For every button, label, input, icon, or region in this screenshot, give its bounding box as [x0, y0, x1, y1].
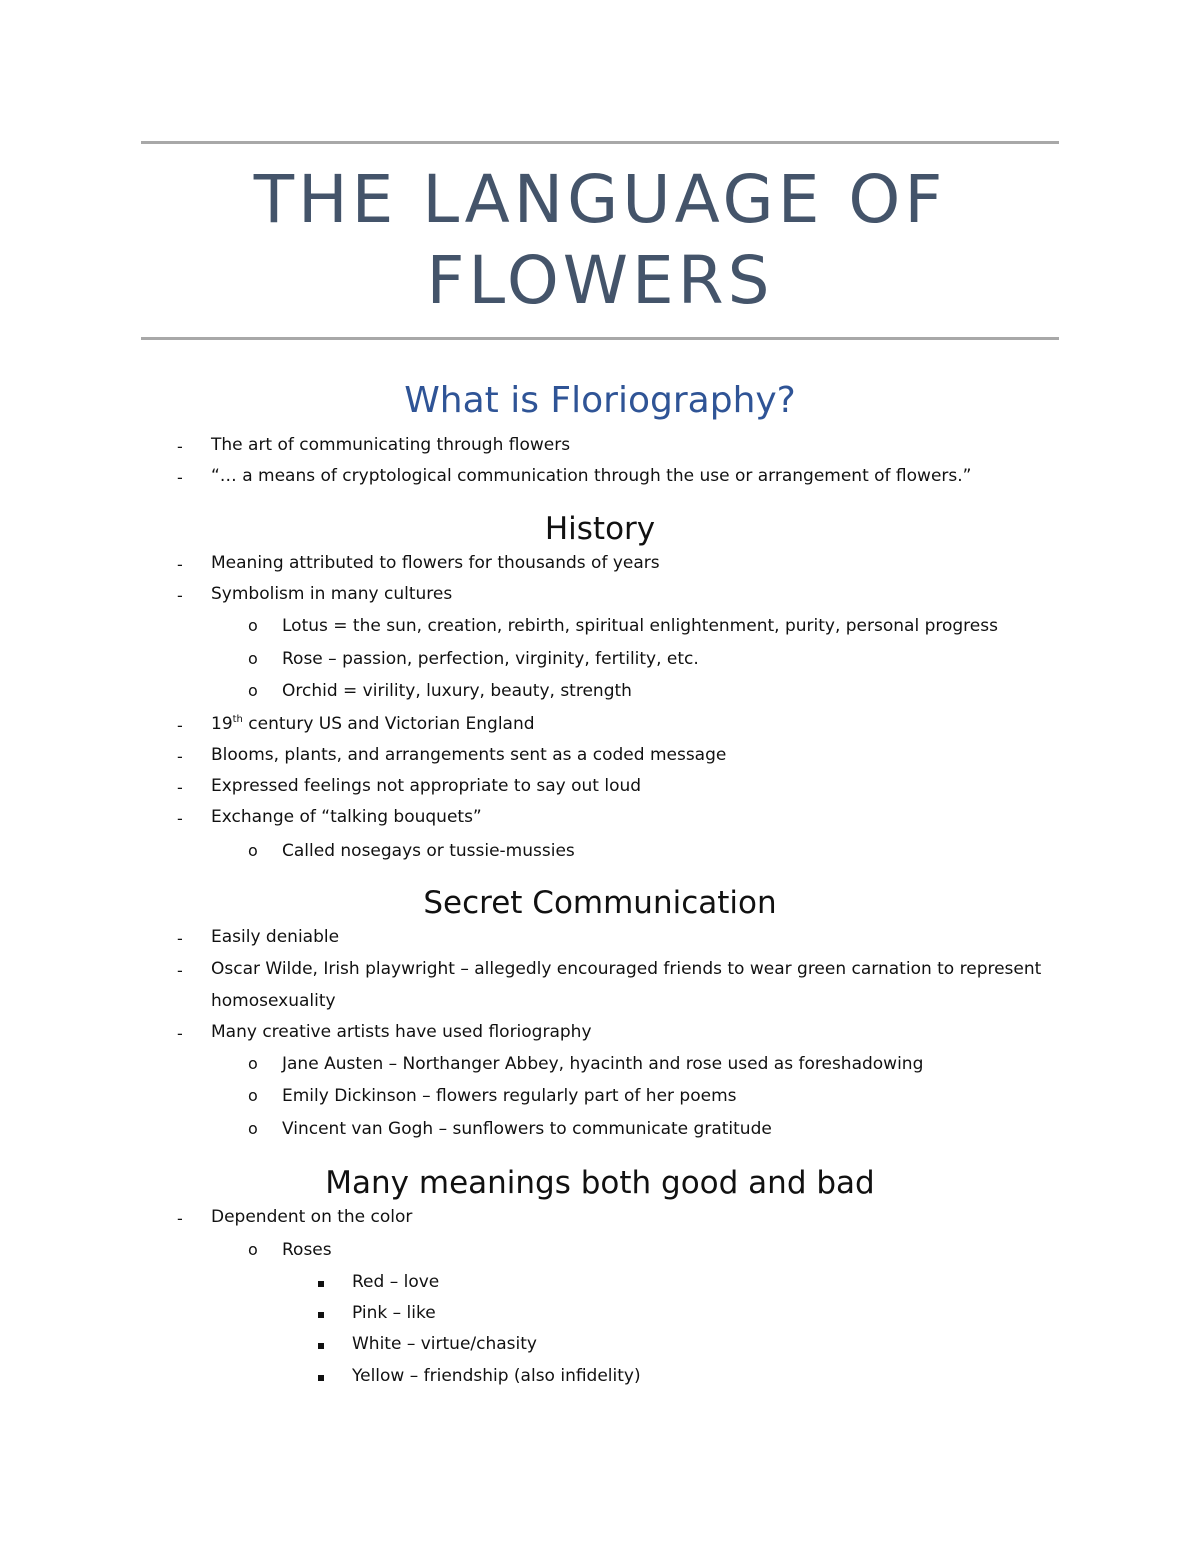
- list-item-continuation: homosexuality: [211, 991, 336, 1011]
- dash-bullet: -: [177, 809, 183, 828]
- square-bullet-icon: [318, 1343, 324, 1349]
- dash-bullet: -: [177, 1024, 183, 1043]
- sub-list-item: Called nosegays or tussie-mussies: [282, 841, 575, 861]
- heading-many-meanings: Many meanings both good and bad: [325, 1165, 875, 1201]
- circle-bullet: o: [248, 841, 258, 860]
- title-bottom-rule: [141, 337, 1059, 340]
- sub-sub-list-item: Red – love: [352, 1272, 440, 1292]
- century-number: 19: [211, 714, 233, 734]
- dash-bullet: -: [177, 929, 183, 948]
- list-item: Meaning attributed to flowers for thousands of years: [211, 553, 660, 573]
- dash-bullet: -: [177, 778, 183, 797]
- list-item: Symbolism in many cultures: [211, 584, 453, 604]
- dash-bullet: -: [177, 1209, 183, 1228]
- circle-bullet: o: [248, 1240, 258, 1259]
- square-bullet-icon: [318, 1312, 324, 1318]
- circle-bullet: o: [248, 1054, 258, 1073]
- sub-list-item: Lotus = the sun, creation, rebirth, spiritual enlightenment, purity, personal progress: [282, 616, 998, 636]
- list-item: Dependent on the color: [211, 1207, 413, 1227]
- square-bullet-icon: [318, 1281, 324, 1287]
- sub-list-item: Orchid = virility, luxury, beauty, strength: [282, 681, 632, 701]
- list-item: The art of communicating through flowers: [211, 435, 571, 455]
- list-item: Oscar Wilde, Irish playwright – allegedly encouraged friends to wear green carnation to represent: [211, 959, 1042, 979]
- sub-list-item: Jane Austen – Northanger Abbey, hyacinth and rose used as foreshadowing: [282, 1054, 924, 1074]
- document-title-line-2: FLOWERS: [426, 242, 774, 319]
- dash-bullet: -: [177, 437, 183, 456]
- sub-sub-list-item: Pink – like: [352, 1303, 436, 1323]
- sub-list-item: Rose – passion, perfection, virginity, fertility, etc.: [282, 649, 699, 669]
- list-item: Expressed feelings not appropriate to say out loud: [211, 776, 642, 796]
- sub-sub-list-item: Yellow – friendship (also infidelity): [352, 1366, 641, 1386]
- dash-bullet: -: [177, 747, 183, 766]
- title-top-rule: [141, 141, 1059, 144]
- sub-sub-list-item: White – virtue/chasity: [352, 1334, 537, 1354]
- list-item-19th-century: [211, 716, 535, 733]
- century-ordinal-suffix: th: [232, 714, 243, 725]
- list-item: Exchange of “talking bouquets”: [211, 807, 482, 827]
- circle-bullet: o: [248, 1119, 258, 1138]
- dash-bullet: -: [177, 468, 183, 487]
- list-item: “… a means of cryptological communication through the use or arrangement of flowers.”: [211, 466, 972, 486]
- list-item: Easily deniable: [211, 927, 340, 947]
- sub-list-item: Roses: [282, 1240, 332, 1260]
- list-item: Blooms, plants, and arrangements sent as a coded message: [211, 745, 727, 765]
- heading-secret-communication: Secret Communication: [423, 885, 777, 921]
- circle-bullet: o: [248, 681, 258, 700]
- circle-bullet: o: [248, 649, 258, 668]
- dash-bullet: -: [177, 555, 183, 574]
- circle-bullet: o: [248, 616, 258, 635]
- list-item: Many creative artists have used floriography: [211, 1022, 592, 1042]
- document-title-line-1: THE LANGUAGE OF: [253, 161, 947, 238]
- sub-list-item: Vincent van Gogh – sunflowers to communicate gratitude: [282, 1119, 772, 1139]
- heading-what-is-floriography: What is Floriography?: [404, 380, 796, 421]
- dash-bullet: -: [177, 716, 183, 735]
- heading-history: History: [544, 511, 656, 547]
- square-bullet-icon: [318, 1375, 324, 1381]
- century-text: century US and Victorian England: [242, 714, 535, 734]
- circle-bullet: o: [248, 1086, 258, 1105]
- dash-bullet: -: [177, 961, 183, 980]
- sub-list-item: Emily Dickinson – flowers regularly part of her poems: [282, 1086, 737, 1106]
- dash-bullet: -: [177, 586, 183, 605]
